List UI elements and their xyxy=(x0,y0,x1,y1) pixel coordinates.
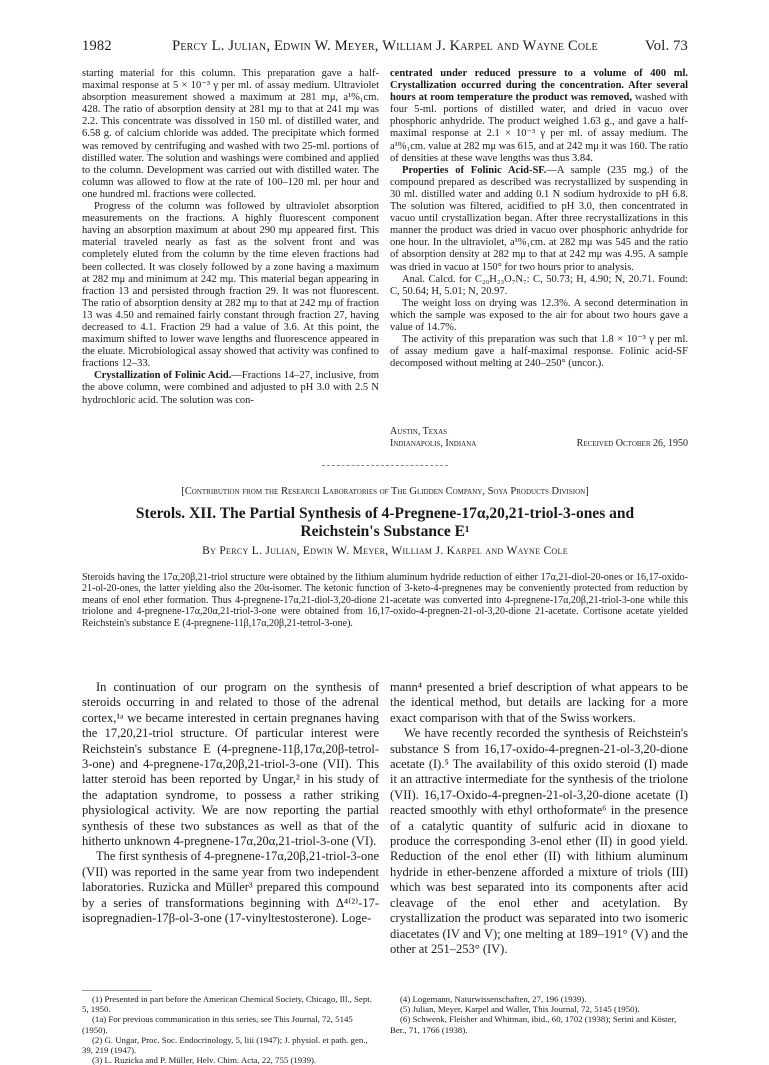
footnote: (3) L. Ruzicka and P. Müller, Helv. Chim. Acta, 22, 755 (1939). xyxy=(92,1055,317,1065)
paragraph: The activity of this preparation was such that 1.8 × 10⁻³ γ per ml. of assay medium gave a half-maximal response. Folinic acid-SF decomposed without melting at 240–250° (uncor.). xyxy=(390,334,688,370)
volume-label: Vol. 73 xyxy=(644,38,688,54)
paragraph: In continuation of our program on the synthesis of steroids occurring in and related to those of the adrenal cortex,¹ᵃ we became interested in certain pregnanes having the 17,20,21-triol structure. Of particular interest were Reichstein's substance E (4-pregnene-11β,17α,20β-tetrol-3-one) and 4-pregnene-17α,20β,21-triol-3-one (VII). This latter steroid has been reported by Ungar,² in his study of the adaptation syndrome, to possess a rather striking physiological activity. We are now reporting the partial synthesis of these two substances as well as that of the hitherto unknown 4-pregnene-17α,20α,21-triol-3-one (VI). xyxy=(82,680,379,849)
abstract: Steroids having the 17α,20β,21-triol structure were obtained by the lithium aluminum hydride reduction of either 17α,21-diol-20-ones or 16,17-oxido-21-ol-20-ones, the latter yielding also the 20α-isomer. The ketonic function of 3-keto-4-pregnenes may be conveniently protected from reduction by means of enol ether formation. Thus 4-pregnene-17α,21-diol-3,20-dione 21-acetate was converted into 4-pregnene-17α,20β,21-triol-3-one while this triolone and 4-pregnene-17α,20α,21-triol-3-one were obtained from 16,17-oxido-4-pregnen-21-ol-3,20-dione 21-acetate. Cortisone acetate yielded Reichstein's substance E (4-pregnene-11β,17α,20β,21-tetrol-3-one). xyxy=(82,572,688,629)
signature-city: Indianapolis, Indiana xyxy=(390,438,477,449)
received-date: Received October 26, 1950 xyxy=(576,438,688,449)
analysis-paragraph: Anal. Calcd. for C₂₀H₂₃O₇N₇: C, 50.73; H, 4.90; N, 20.71. Found: C, 50.64; H, 5.01; N, 20.97. xyxy=(390,273,688,297)
paragraph: Properties of Folinic Acid-SF.—A sample (235 mg.) of the compound prepared as described was recrystallized by suspending in 30 ml. distilled water and adding 0.1 N sodium hydroxide to pH 6.8. The solution was filtered, acidified to pH 3.0, then concentrated in vacuo until crystallization began. After three recrystallizations in this manner the product was dried in vacuo over phosphoric anhydride for one hour. In the ultraviolet, a¹%₁cm. at 282 mμ was 545 and the ratio of absorption density at 282 mμ to that at 242 mμ was 4.95. A sample was dried in vacuo at 150° for two hours prior to analysis. xyxy=(390,164,689,273)
signature-location: Austin, Texas xyxy=(390,426,448,437)
running-header-authors: Percy L. Julian, Edwin W. Meyer, William J. Karpel and Wayne Cole xyxy=(172,38,598,54)
section-heading: Properties of Folinic Acid-SF. xyxy=(402,164,547,176)
paragraph: starting material for this column. This preparation gave a half-maximal response at 5 × 10⁻³ γ per ml. of assay medium. Ultraviolet absorption measurement showed a maximum at 281 mμ, a¹%₁cm. 428. The ratio of absorption density at 281 mμ to that at 241 mμ was 2.2. This concentrate was dissolved in 150 ml. of distilled water, and 6.58 g. of calcium chloride was added. The precipitate which formed was removed by centrifuging and washed with two 25-ml. portions of distilled water. The solution and washings were combined and applied to the column. Development was carried out with distilled water. The column was allowed to flow at the rate of 100–120 ml. per hour and one hundred ml. fractions were collected. xyxy=(82,68,379,200)
top-right-column xyxy=(390,68,688,370)
title-line: Sterols. XII. The Partial Synthesis of 4-Pregnene-17α,20,21-triol-3-ones and xyxy=(135,505,635,522)
footnote: (1a) For previous communication in this series, see This Journal, 72, 5145 (1950). xyxy=(82,1014,353,1035)
footnotes-right xyxy=(390,994,688,1035)
title-line: Reichstein's Substance E¹ xyxy=(300,523,470,540)
body-left-column xyxy=(82,680,379,927)
footnotes-left xyxy=(82,994,379,1065)
footnote: (5) Julian, Meyer, Karpel and Waller, This Journal, 72, 5145 (1950). xyxy=(400,1004,640,1015)
footnote: (4) Logemann, Naturwissenschaften, 27, 196 (1939). xyxy=(400,994,587,1004)
byline: By Percy L. Julian, Edwin W. Meyer, William J. Karpel and Wayne Cole xyxy=(202,545,568,557)
footnote-rule xyxy=(82,990,152,991)
paragraph: Crystallization of Folinic Acid.—Fractions 14–27, inclusive, from the above column, were combined and adjusted to pH 3.0 with 2.5 N hydrochloric acid. The solution was con- xyxy=(82,370,379,406)
running-header xyxy=(82,38,688,58)
footnote: (2) G. Ungar, Proc. Soc. Endocrinology, 5, liii (1947); J. physiol. et path. gen., 39, 219 (1947). xyxy=(82,1034,368,1056)
page-number: 1982 xyxy=(82,38,112,54)
top-left-column xyxy=(82,68,379,407)
contribution-line: [Contribution from the Research Laboratories of The Glidden Company, Soya Products Division] xyxy=(181,486,589,497)
paragraph: centrated under reduced pressure to a volume of 400 ml. Crystallization occurred during the concentration. After several hours at room temperature the product was removed, washed with four 5-ml. portions of distilled water, and dried in vacuo over phosphoric anhydride. The product weighed 1.63 g., and gave a half-maximal response at 2.1 × 10⁻³ γ per ml. of assay medium. The a¹%₁cm. value at 282 mμ was 615, and at 242 mμ it was 160. The ratio of densities at these wave lengths was thus 3.84. xyxy=(390,68,688,164)
paragraph: The first synthesis of 4-pregnene-17α,20β,21-triol-3-one (VII) was reported in the same year from two independent laboratories. Ruzicka and Müller³ prepared this compound by a series of transformations beginning with Δ⁴⁽²⁾-17-isopregnadien-17β-ol-3-one (17-vinyltestosterone). Loge- xyxy=(82,849,379,926)
article-title xyxy=(82,505,688,541)
footnote: (6) Schwenk, Fleisher and Whitman, ibid., 60, 1702 (1938); Serini and Köster, Ber., 71, 1766 (1938). xyxy=(390,1014,677,1035)
section-heading: Crystallization of Folinic Acid. xyxy=(94,370,232,382)
paragraph: mann⁴ presented a brief description of what appears to be the identical method, but details are lacking for a more exact comparison with that of the Swiss workers. xyxy=(390,680,688,725)
body-right-column xyxy=(390,680,688,957)
paragraph: We have recently recorded the synthesis of Reichstein's substance S from 16,17-oxido-4-pregnen-21-ol-3,20-dione acetate (I).⁵ The availability of this oxido steroid (I) made it an attractive intermediate for the synthesis of the triolone (VII). 16,17-Oxido-4-pregnen-21-ol-3,20-dione acetate (I) reacted smoothly with ethyl orthoformate⁶ in the presence of a catalytic quantity of sulfuric acid in dioxane to produce the corresponding 3-enol ether (II) in good yield. Reduction of the enol ether (II) with lithium aluminum hydride in ether-benzene afforded a mixture of triols (III) which was best separated into its components after acid cleavage of the enol ether and acetylation. By crystallization the product was separated into two isomeric diacetates (IV and V); one melting at 189–191° (V) and the other at 251–253° (IV). xyxy=(390,726,688,956)
paragraph: Progress of the column was followed by ultraviolet absorption measurements on the fractions. A highly fluorescent component having an absorption maximum at about 290 mμ appeared first. This material traveled nearly as fast as the solvent front and was completely eluted from the column by the time eleven fractions had been collected. It was closely followed by a zone having a maximum at 282 mμ and minimum at 242 mμ. This material began appearing in fraction 13 and persisted through fraction 29. It was not fluorescent. The ratio of absorption density at 282 mμ to that at 242 mμ of fraction 13 was 4.50 and remained fairly constant through fraction 27, having decreased to 4.1. Fraction 29 had a value of 3.6. At this point, the maximum shifted to lower wave lengths and fluorescence appeared in the eluate. Microbiological assay showed that activity was confined to fractions 12–33. xyxy=(82,201,379,370)
section-divider xyxy=(322,465,448,466)
paragraph: The weight loss on drying was 12.3%. A second determination in which the sample was exposed to the air for about two hours gave a value of 14.7%. xyxy=(390,297,688,333)
footnote: (1) Presented in part before the American Chemical Society, Chicago, Ill., Sept. 5, 1950. xyxy=(82,994,372,1015)
